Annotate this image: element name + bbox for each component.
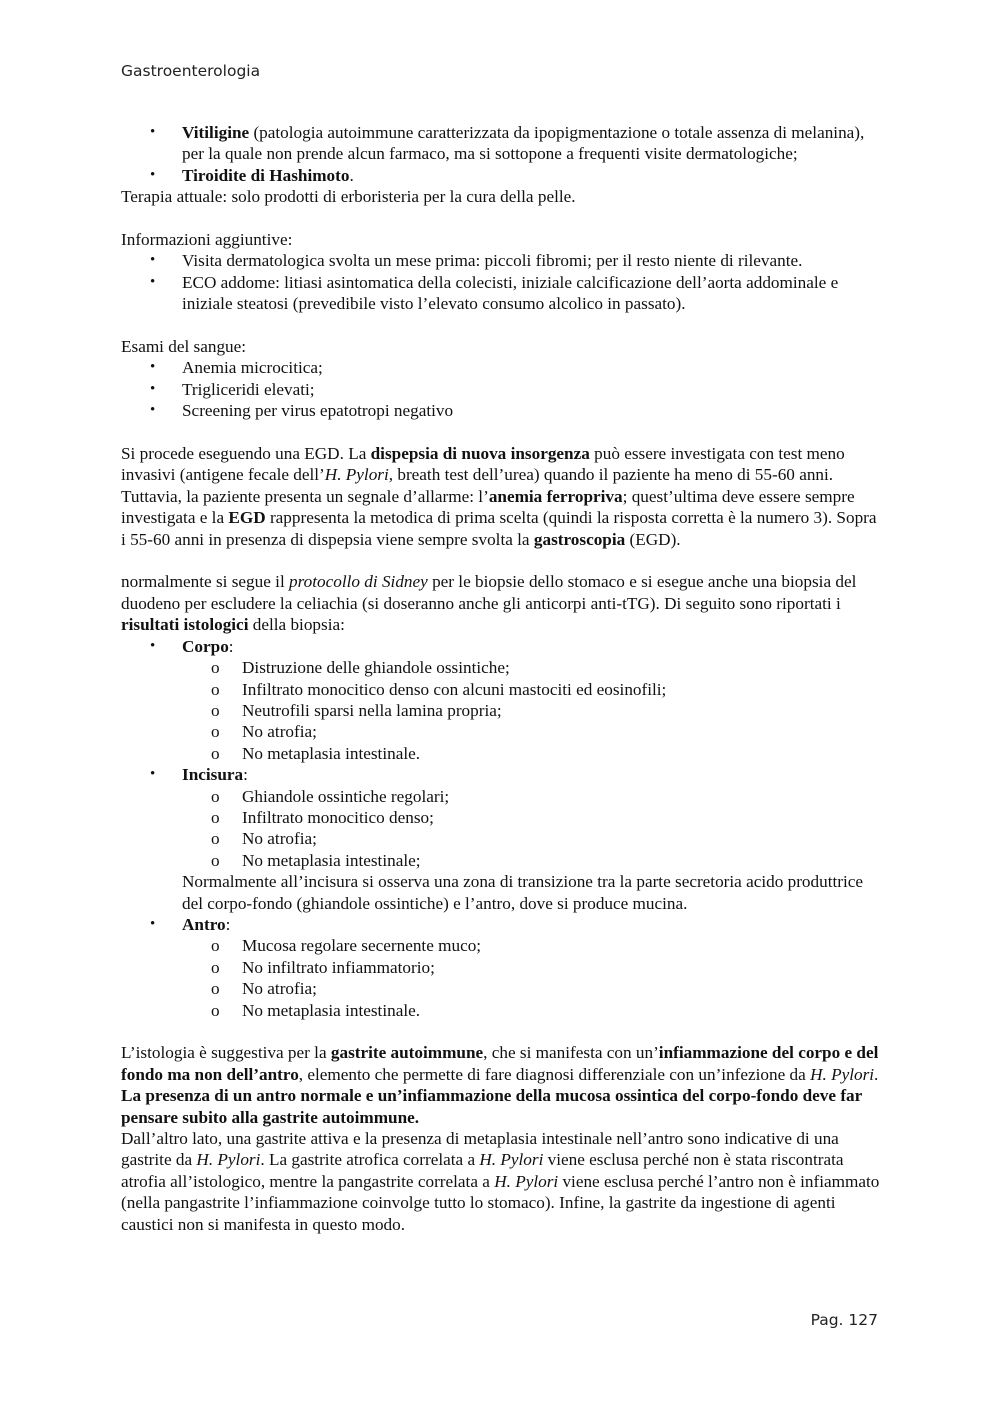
list-item: o No metaplasia intestinale;: [211, 850, 421, 870]
bullet-marker: •: [150, 766, 156, 783]
additional-info-heading: Informazioni aggiuntive:: [121, 230, 293, 250]
list-item: • Trigliceridi elevati;: [150, 379, 315, 399]
list-item: o Distruzione delle ghiandole ossintiche;: [211, 658, 510, 678]
conditions-list: [121, 122, 881, 186]
bullet-marker: •: [150, 637, 156, 654]
bullet-marker: •: [150, 402, 156, 419]
differential-paragraph: Dall’altro lato, una gastrite attiva e la presenza di metaplasia intestinale nell’antro sono indicative di una gastrite da H. Pylori. La gastrite atrofica correlata a H. Pylori viene esclusa perché non è stata riscontrata atrofia all’istologico, mentre la pangastrite correlata a H. Pylori viene esclusa perché l’antro non è infiammato (nella pangastrite l’infiammazione coinvolge tutto lo stomaco). Infine, la gastrite da ingestione di agenti caustici non si manifesta in questo modo.: [121, 1129, 880, 1234]
therapy-line: Terapia attuale: solo prodotti di erboristeria per la cura della pelle.: [121, 187, 576, 207]
bullet-marker: •: [150, 252, 156, 269]
histology-list: [121, 636, 881, 1021]
histology-section-corpo: • Corpo:: [150, 636, 234, 656]
list-item: o No metaplasia intestinale.: [211, 743, 421, 763]
blood-tests-heading: Esami del sangue:: [121, 337, 247, 357]
list-item: • Visita dermatologica svolta un mese prima: piccoli fibromi; per il resto niente di rilevante.: [150, 251, 803, 271]
list-item: o No atrofia;: [211, 979, 317, 999]
blood-tests-list: [121, 357, 881, 421]
bullet-marker: •: [150, 124, 156, 140]
histology-section-antro: • Antro:: [150, 914, 231, 934]
running-header: Gastroenterologia: [121, 62, 261, 80]
page-number: Pag. 127: [810, 1311, 878, 1329]
list-item: o No atrofia;: [211, 722, 317, 742]
egd-paragraph: Si procede eseguendo una EGD. La dispepsia di nuova insorgenza può essere investigata con test meno invasivi (antigene fecale dell’H. Pylori, breath test dell’urea) quando il paziente ha meno di 55-60 anni. Tuttavia, la paziente presenta un segnale d’allarme: l’anemia ferropriva; quest’ultima deve essere sempre investigata e la EGD rappresenta la metodica di prima scelta (quindi la risposta corretta è la numero 3). Sopra i 55-60 anni in presenza di dispepsia viene sempre svolta la gastroscopia (EGD).: [121, 444, 877, 549]
histology-section-incisura: • Incisura:: [150, 765, 248, 785]
bullet-marker: •: [150, 166, 156, 183]
list-item: • Anemia microcitica;: [150, 358, 323, 378]
list-item: • Vitiligine (patologia autoimmune caratterizzata da ipopigmentazione o totale assenza di melanina), per la quale non prende alcun farmaco, ma si sottopone a frequenti visite dermatologiche;: [150, 123, 865, 164]
bullet-marker: •: [150, 359, 156, 376]
list-item: • ECO addome: litiasi asintomatica della colecisti, iniziale calcificazione dell’aorta addominale e iniziale steatosi (prevedibile visto l’elevato consumo alcolico in passato).: [150, 272, 839, 314]
list-item: • Tiroidite di Hashimoto.: [150, 165, 354, 185]
bullet-marker: •: [150, 380, 156, 397]
page-body: [121, 122, 881, 1235]
list-item: o Ghiandole ossintiche regolari;: [211, 786, 450, 806]
diagnosis-paragraph: L’istologia è suggestiva per la gastrite autoimmune, che si manifesta con un’infiammazione del corpo e del fondo ma non dell’antro, elemento che permette di fare diagnosi differenziale con un’infezione da H. Pylori. La presenza di un antro normale e un’infiammazione della mucosa ossintica del corpo-fondo deve far pensare subito alla gastrite autoimmune.: [121, 1043, 879, 1127]
bullet-marker: •: [150, 273, 156, 290]
list-item: o Mucosa regolare secernente muco;: [211, 936, 482, 956]
list-item: o Infiltrato monocitico denso;: [211, 807, 434, 827]
list-item: o No infiltrato infiammatorio;: [211, 957, 435, 977]
list-item: o Neutrofili sparsi nella lamina propria;: [211, 700, 502, 720]
list-item: o No metaplasia intestinale.: [211, 1000, 421, 1020]
list-item: o No atrofia;: [211, 829, 317, 849]
list-item: o Infiltrato monocitico denso con alcuni mastociti ed eosinofili;: [211, 679, 667, 699]
incisura-note: Normalmente all’incisura si osserva una zona di transizione tra la parte secretoria acido produttrice del corpo-fondo (ghiandole ossintiche) e l’antro, dove si produce mucina.: [182, 872, 864, 913]
biopsy-paragraph: normalmente si segue il protocollo di Sidney per le biopsie dello stomaco e si esegue anche una biopsia del duodeno per escludere la celiachia (si doseranno anche gli anticorpi anti-tTG). Di seguito sono riportati i risultati istologici della biopsia:: [121, 572, 857, 635]
bullet-marker: •: [150, 915, 156, 932]
list-item: • Screening per virus epatotropi negativo: [150, 401, 454, 421]
additional-info-list: [121, 250, 881, 314]
